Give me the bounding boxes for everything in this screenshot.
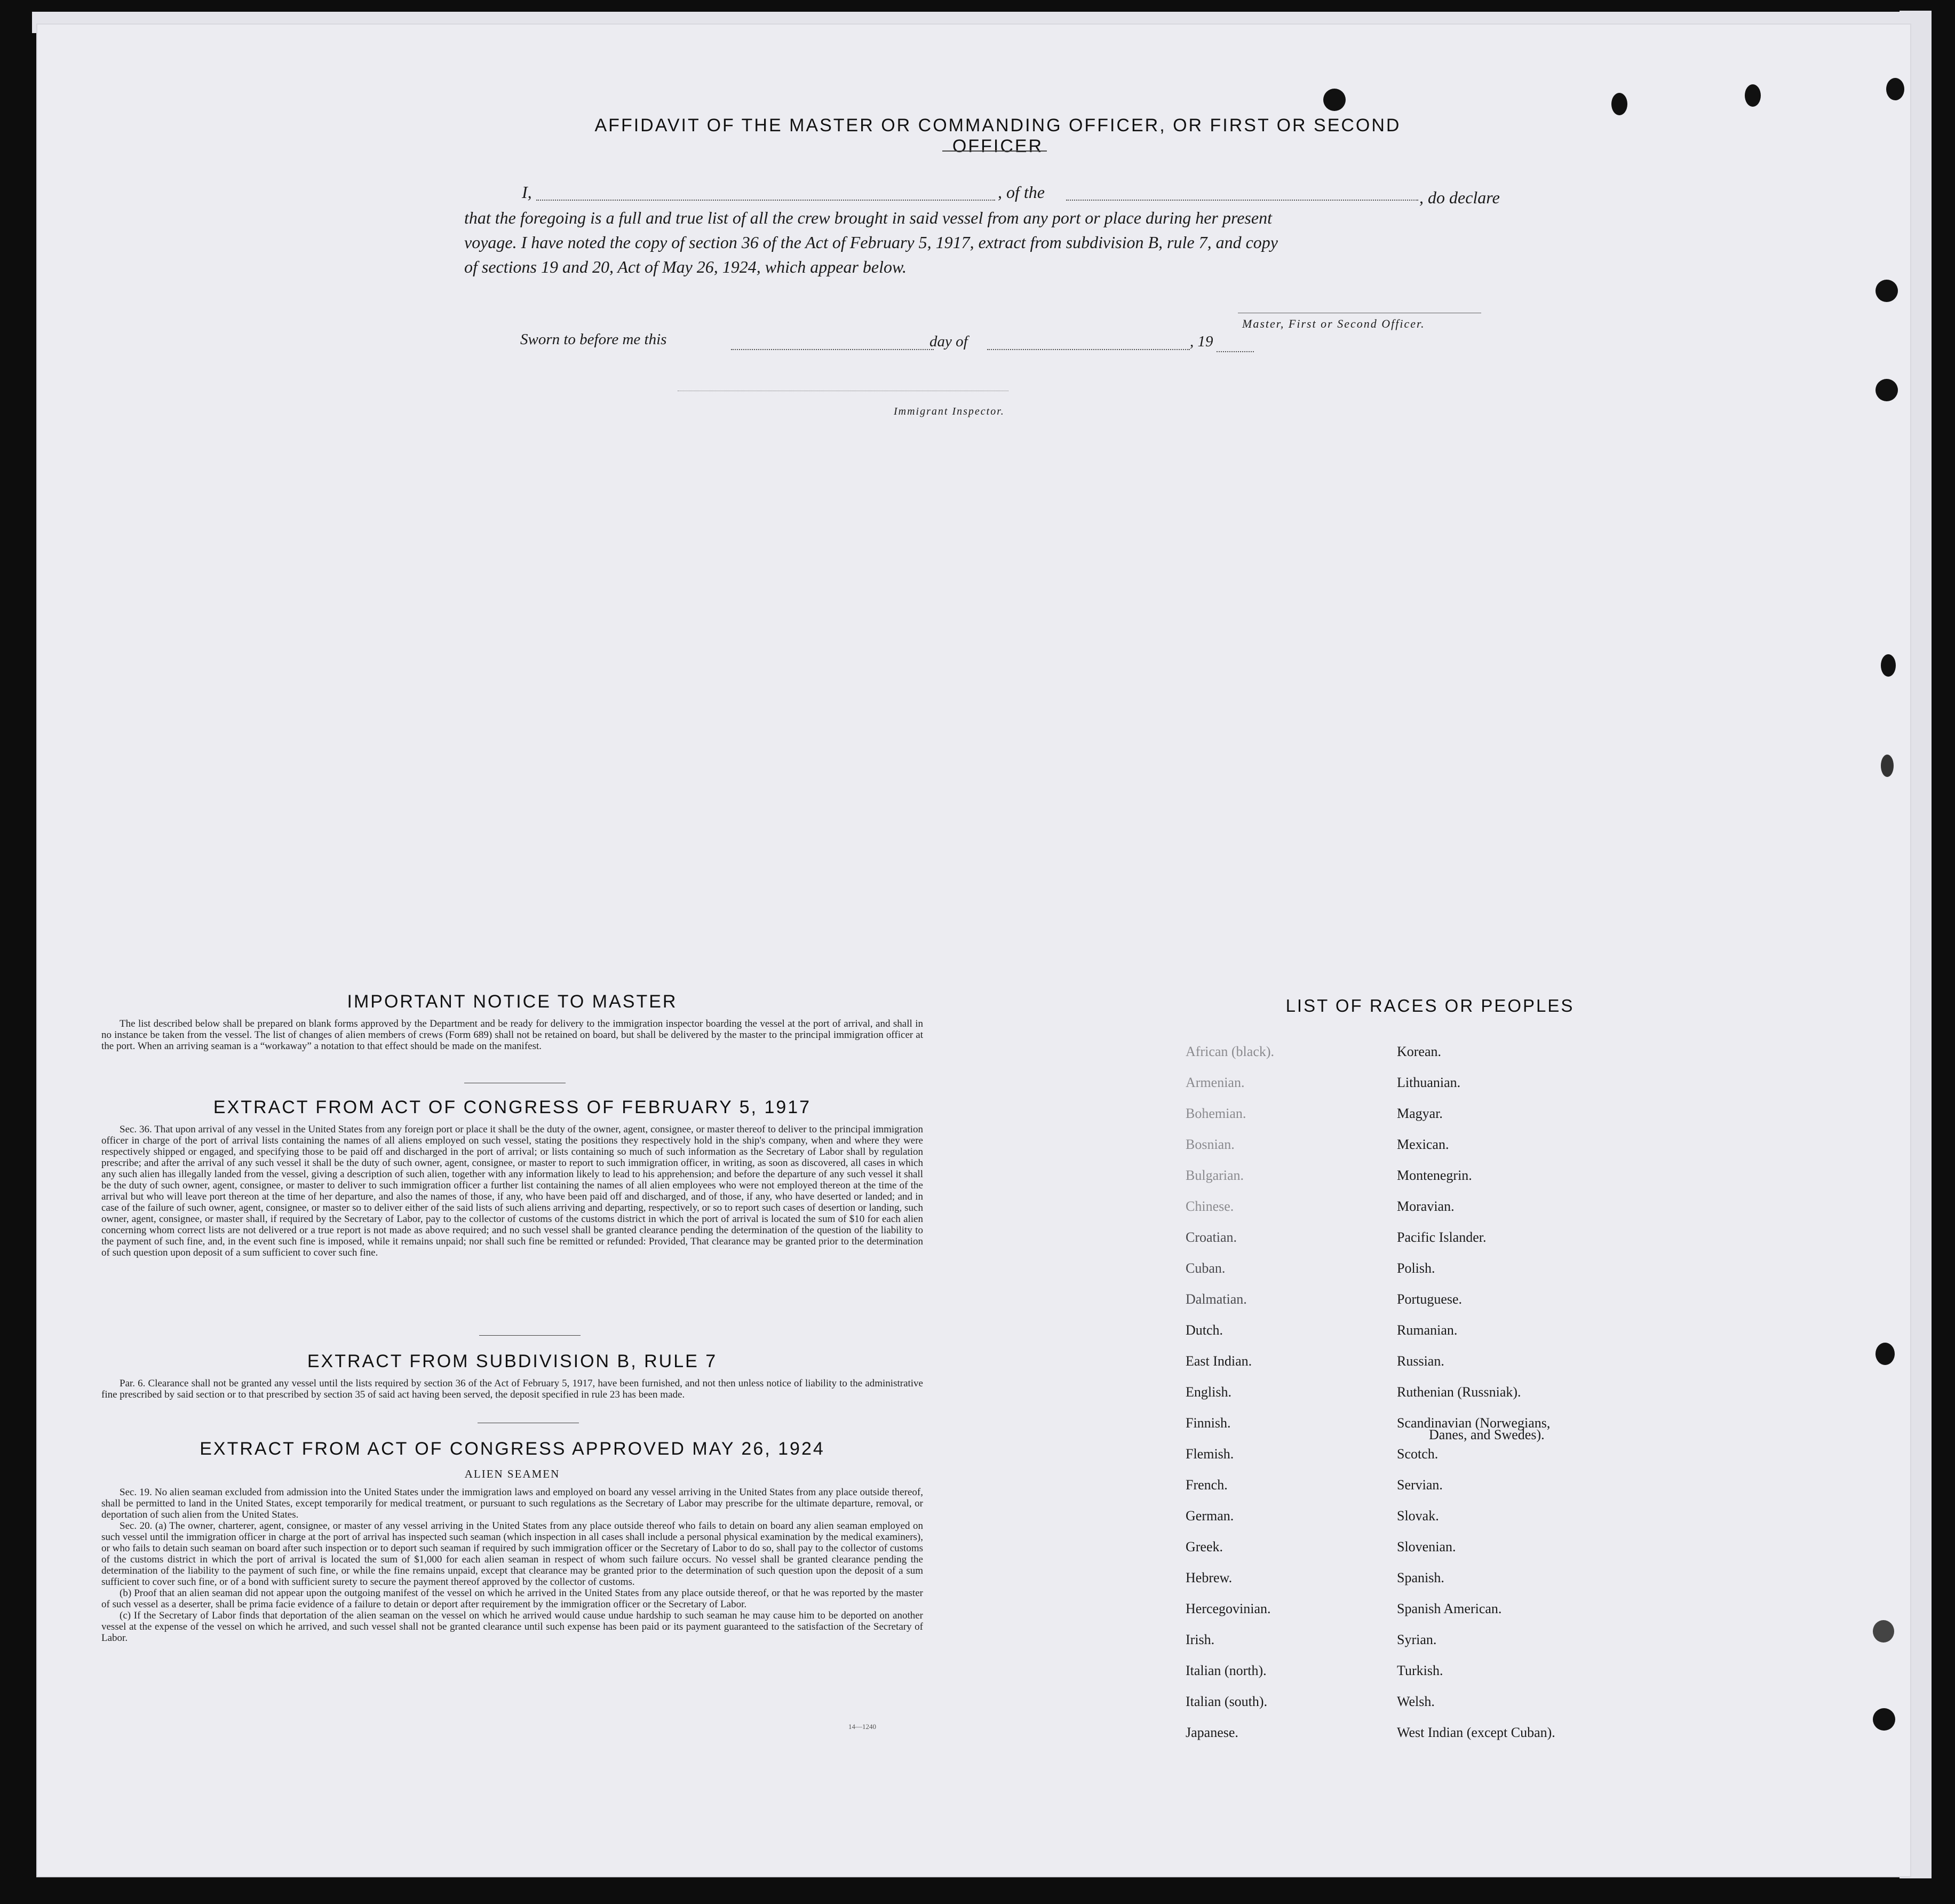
race-item: Moravian. [1397, 1199, 1455, 1214]
race-item: Cuban. [1186, 1260, 1226, 1276]
race-item: English. [1186, 1384, 1231, 1400]
section-19-paragraph: Sec. 19. No alien seaman excluded from admission into the United States under the immigration laws and employed on board any vessel arriving in the United States from any place outside thereof, shall be permitted to land in the United States, except temporarily for medical treatment, or pursuant to such regulations as the Secretary of Labor may prescribe for the ultimate departure, removal, or deportation of such alien from the United States. [101, 1487, 923, 1520]
race-item: Bohemian. [1186, 1106, 1246, 1121]
rule-7-heading: EXTRACT FROM SUBDIVISION B, RULE 7 [307, 1351, 718, 1371]
race-item: Scotch. [1397, 1446, 1439, 1462]
race-item: Armenian. [1186, 1075, 1245, 1090]
race-item: German. [1186, 1508, 1234, 1524]
race-item: Irish. [1186, 1632, 1215, 1647]
race-item: Lithuanian. [1397, 1075, 1461, 1090]
race-item: Bulgarian. [1186, 1168, 1244, 1183]
punch-hole [1875, 1343, 1895, 1365]
affidavit-line1-end: , do declare [1419, 188, 1500, 207]
affidavit-title: AFFIDAVIT OF THE MASTER OR COMMANDING OFFICER, OR FIRST OR SECOND OFFICER [594, 115, 1401, 156]
race-item: West Indian (except Cuban). [1397, 1725, 1555, 1740]
race-item: Slovak. [1397, 1508, 1439, 1524]
race-item: Syrian. [1397, 1632, 1437, 1647]
race-item: Hebrew. [1186, 1570, 1233, 1585]
sworn-text-start: Sworn to before me this [520, 331, 667, 348]
race-item: Scandinavian (Norwegians, [1397, 1415, 1551, 1431]
affidavit-title-rule [942, 150, 1047, 152]
punch-hole [1881, 654, 1896, 677]
extract-1924-heading: EXTRACT FROM ACT OF CONGRESS APPROVED MAY 26, 1924 [200, 1439, 825, 1459]
race-item: Pacific Islander. [1397, 1229, 1487, 1245]
form-number: 14—1240 [848, 1723, 876, 1731]
race-item: Rumanian. [1397, 1322, 1458, 1338]
inspector-signature-label: Immigrant Inspector. [894, 406, 1005, 417]
race-item: Dutch. [1186, 1322, 1223, 1338]
affidavit-line1-start: I, [522, 183, 532, 202]
affidavit-line3: voyage. I have noted the copy of section 36 of the Act of February 5, 1917, extract from subdivision B, rule 7, and copy [464, 233, 1278, 252]
race-item: Greek. [1186, 1539, 1223, 1554]
sworn-month-field[interactable] [987, 349, 1190, 350]
punch-hole [1873, 1620, 1894, 1643]
race-item: Spanish. [1397, 1570, 1444, 1585]
notice-paragraph: The list described below shall be prepared on blank forms approved by the Department and be ready for delivery to the immigration inspector boarding the vessel at the port of arrival, and shall in no instance be taken from the vessel. The list of changes of alien members of crews (Form 689) shall not be retained on board, but shall be delivered by the master to the principal immigration officer at the port. When an arriving seaman is a “workaway” a notation to that effect should be made on the manifest. [101, 1018, 923, 1052]
race-item: Polish. [1397, 1260, 1435, 1276]
master-signature-label: Master, First or Second Officer. [1242, 317, 1425, 330]
punch-hole [1873, 1708, 1895, 1731]
race-item: Croatian. [1186, 1229, 1237, 1245]
race-item: Japanese. [1186, 1725, 1238, 1740]
race-item: Dalmatian. [1186, 1291, 1247, 1307]
section-20b-paragraph: (b) Proof that an alien seaman did not appear upon the outgoing manifest of the vessel on which he arrived in the United States from any place outside thereof, or that he was reported by the master of such vessel as a deserter, shall be prima facie evidence of a failure to detain or deport after requirement by the immigration officer or the Secretary of Labor. [101, 1588, 923, 1610]
race-item: African (black). [1186, 1044, 1275, 1059]
extract-1917-heading: EXTRACT FROM ACT OF CONGRESS OF FEBRUARY 5, 1917 [213, 1097, 812, 1117]
notice-text [101, 1018, 923, 1052]
race-item: Portuguese. [1397, 1291, 1463, 1307]
race-item: Korean. [1397, 1044, 1442, 1059]
race-item: French. [1186, 1477, 1228, 1493]
race-item: Slovenian. [1397, 1539, 1456, 1554]
section-20c-paragraph: (c) If the Secretary of Labor finds that deportation of the alien seaman on the vessel on which he arrived would cause undue hardship to such seaman he may cause him to be deported on another vessel at the expense of the vessel on which he arrived, and such vessel shall not be granted clearance until such expense has been paid or its payment guaranteed to the satisfaction of the Secretary of Labor. [101, 1610, 923, 1644]
affidavit-line2: that the foregoing is a full and true list of all the crew brought in said vessel from any port or place during her present [464, 208, 1272, 227]
vessel-name-field[interactable] [1066, 200, 1418, 201]
rule-7-text [101, 1378, 923, 1400]
section-36-paragraph: Sec. 36. That upon arrival of any vessel in the United States from any foreign port or place it shall be the duty of the owner, agent, consignee, or master thereof to deliver to the principal immigration officer in charge of the port of arrival lists containing the names of all aliens employed on such vessel, stating the positions they respectively hold in the ship's company, when and where they were respectively shipped or engaged, and specifying those to be paid off and discharged in the port of arrival; or lists containing so much of such information as the Secretary of Labor shall by regulation prescribe; and after the arrival of any such vessel it shall be the duty of such owner, agent, consignee, or master to report to such immigration officer, in writing, as soon as discovered, all cases in which any such alien has illegally landed from the vessel, giving a description of such alien, together with any information likely to lead to his apprehension; and before the departure of any such vessel it shall be the duty of such owner, agent, consignee, or master to deliver to such immigration officer a further list containing the names of all alien employees who were not employed thereon at the time of the arrival but who will leave port thereon at the time of her departure, and also the names of those, if any, who have been paid off and discharged, and of those, if any, who have deserted or landed; and in case of the failure of such owner, agent, consignee, or master so to deliver either of the said lists of such aliens arriving and departing, respectively, or so to report such cases of desertion or landing, such owner, agent, consignee, or master shall, if required by the Secretary of Labor, pay to the collector of customs of the customs district in which the port of arrival is located the sum of $10 for each alien concerning whom correct lists are not delivered or a true report is not made as above required; and no such vessel shall be granted clearance pending the determination of the question of the liability to the payment of such fine, and, in the event such fine is imposed, while it remains unpaid; nor shall such fine be remitted or refunded: Provided, That clearance may be granted prior to the determination of such question upon deposit of a sum sufficient to cover such fine. [101, 1124, 923, 1258]
race-item: Turkish. [1397, 1663, 1443, 1678]
affidavit-line4: of sections 19 and 20, Act of May 26, 1924, which appear below. [464, 257, 907, 276]
race-item: Welsh. [1397, 1694, 1435, 1709]
notice-heading: IMPORTANT NOTICE TO MASTER [347, 991, 678, 1012]
punch-hole [1881, 755, 1894, 777]
race-item: Finnish. [1186, 1415, 1231, 1431]
punch-hole [1323, 89, 1346, 111]
extract-1917-text [101, 1124, 923, 1258]
race-item: Magyar. [1397, 1106, 1443, 1121]
form-sheet [37, 25, 1910, 1876]
extract-1924-text [101, 1487, 923, 1644]
race-item: Flemish. [1186, 1446, 1234, 1462]
race-item: Montenegrin. [1397, 1168, 1472, 1183]
sworn-text-end: , 19 [1190, 333, 1213, 350]
race-item: East Indian. [1186, 1353, 1252, 1369]
races-title: LIST OF RACES OR PEOPLES [1285, 996, 1575, 1016]
master-name-field[interactable] [536, 200, 995, 201]
punch-hole [1875, 280, 1898, 302]
alien-seamen-subheading: ALIEN SEAMEN [464, 1467, 560, 1480]
race-item-continuation: Danes, and Swedes). [1429, 1427, 1545, 1442]
sworn-text-mid: day of [929, 333, 968, 350]
race-item: Spanish American. [1397, 1601, 1502, 1616]
punch-hole [1875, 379, 1898, 401]
divider [479, 1335, 581, 1336]
sworn-year-field[interactable] [1217, 351, 1254, 352]
punch-hole [1886, 78, 1904, 100]
race-item: Bosnian. [1186, 1137, 1235, 1152]
race-item: Hercegovinian. [1186, 1601, 1271, 1616]
race-item: Ruthenian (Russniak). [1397, 1384, 1521, 1400]
race-item: Italian (north). [1186, 1663, 1267, 1678]
affidavit-line1-mid: , of the [998, 183, 1045, 202]
paragraph-6: Par. 6. Clearance shall not be granted any vessel until the lists required by section 36 of the Act of February 5, 1917, have been furnished, and not then unless notice of liability to the administrative fine prescribed by said section or to that prescribed by section 35 of said act having been served, the deposit specified in rule 23 has been made. [101, 1378, 923, 1400]
sworn-day-field[interactable] [731, 349, 934, 350]
section-20a-paragraph: Sec. 20. (a) The owner, charterer, agent, consignee, or master of any vessel arriving in the United States from any place outside thereof who fails to detain on board any alien seaman employed on such vessel until the immigration officer in charge at the port of arrival has inspected such seaman (which inspection in all cases shall include a personal physical examination by the medical examiners), or who fails to detain such seaman on board after such inspection or to deport such seaman if required by such immigration officer or the Secretary of Labor to do so, shall pay to the collector of customs of the customs district in which the port of arrival is located the sum of $1,000 for each alien seaman in respect of whom such failure occurs. No vessel shall be granted clearance pending the determination of the liability to the payment of such fine, or while the fine remains unpaid, except that clearance may be granted prior to the determination of such question upon the deposit of a sum sufficient to cover such fine, or of a bond with sufficient surety to secure the payment thereof approved by the collector of customs. [101, 1520, 923, 1588]
race-item: Mexican. [1397, 1137, 1449, 1152]
race-item: Russian. [1397, 1353, 1444, 1369]
race-item: Servian. [1397, 1477, 1443, 1493]
race-item: Italian (south). [1186, 1694, 1268, 1709]
race-item: Chinese. [1186, 1199, 1234, 1214]
punch-hole [1611, 93, 1627, 115]
punch-hole [1745, 84, 1761, 107]
